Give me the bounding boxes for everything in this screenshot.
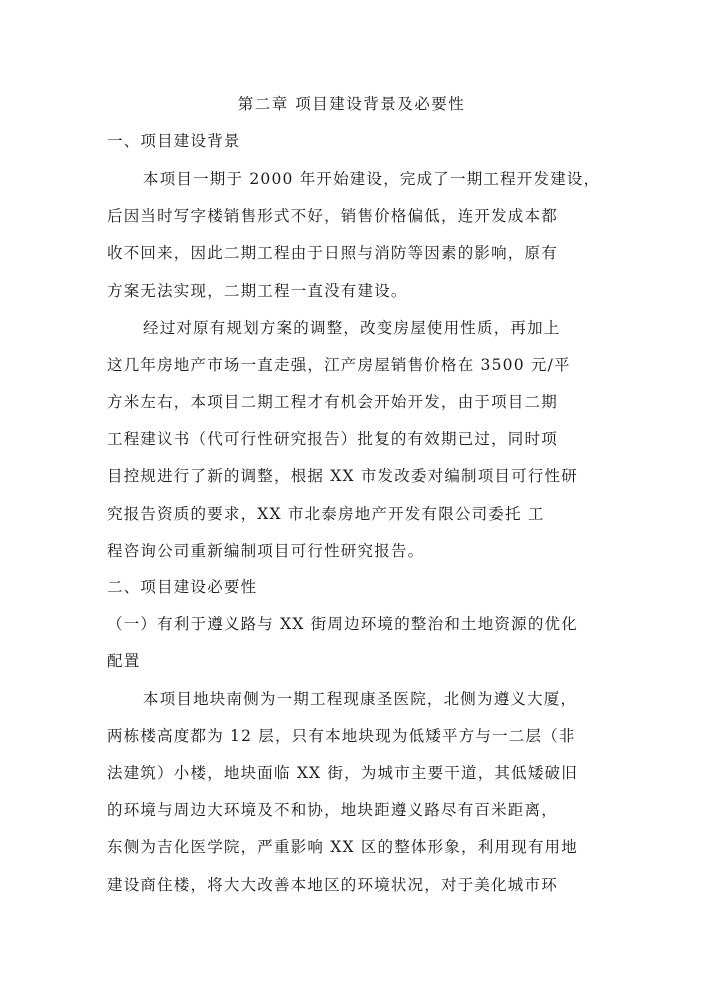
paragraph-line: 本项目一期于 2000 年开始建设，完成了一期工程开发建设， (143, 170, 601, 188)
paragraph-line: 方案无法实现，二期工程一直没有建设。 (107, 282, 408, 300)
paragraph-line: 本项目地块南侧为一期工程现康圣医院，北侧为遵义大厦， (143, 690, 578, 708)
section-heading-necessity: 二、项目建设必要性 (107, 578, 258, 596)
section-heading-background: 一、项目建设背景 (107, 132, 241, 150)
paragraph-line: 方米左右，本项目二期工程才有机会开始开发，由于项目二期 (107, 393, 558, 411)
paragraph-line: 收不回来，因此二期工程由于日照与消防等因素的影响，原有 (107, 244, 558, 262)
paragraph-line: 的环境与周边大环境及不和协，地块距遵义路尽有百米距离， (107, 801, 558, 819)
paragraph-line: 法建筑）小楼，地块面临 XX 街，为城市主要干道，其低矮破旧 (107, 764, 578, 782)
paragraph-line: 目控规进行了新的调整，根据 XX 市发改委对编制项目可行性研 (107, 467, 578, 485)
paragraph-line: 工程建议书（代可行性研究报告）批复的有效期已过，同时项 (107, 430, 558, 448)
paragraph-line: 究报告资质的要求，XX 市北泰房地产开发有限公司委托 工 (107, 505, 545, 523)
paragraph-line: 东侧为吉化医学院，严重影响 XX 区的整体形象，利用现有用地 (107, 838, 578, 856)
paragraph-line: 程咨询公司重新编制项目可行性研究报告。 (107, 542, 425, 560)
paragraph-line: 建设商住楼，将大大改善本地区的环境状况，对于美化城市环 (107, 876, 558, 894)
subsection-heading: 配置 (107, 652, 141, 670)
paragraph-line: 两栋楼高度都为 12 层，只有本地块现为低矮平方与一二层（非 (107, 727, 576, 745)
chapter-title: 第二章 项目建设背景及必要性 (237, 95, 466, 113)
paragraph-line: 经过对原有规划方案的调整，改变房屋使用性质，再加上 (143, 319, 561, 337)
subsection-heading: （一）有利于遵义路与 XX 街周边环境的整治和土地资源的优化 (107, 615, 578, 633)
paragraph-line: 后因当时写字楼销售形式不好，销售价格偏低，连开发成本都 (107, 207, 558, 225)
paragraph-line: 这几年房地产市场一直走强，江产房屋销售价格在 3500 元/平 (107, 356, 571, 374)
